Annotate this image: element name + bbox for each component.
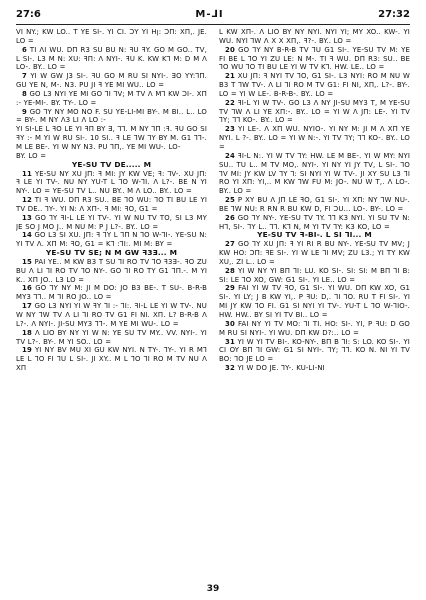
verse-text: YI W GW J3 SI-. ꟻU GO M RU SI NYI-. ƎO YY:ꞀП. GU YE N, M-. N3. PU JI ꟻ YE MI WU.. LO = xyxy=(16,72,207,90)
verse-number: 21 xyxy=(225,72,235,81)
verse-text: Ʌ LIO BY NY YI W N: YE SU TV MY.. VV. NYI-. YI TV L?-. BY-. M YI SO.. LO = xyxy=(16,328,207,346)
verse-paragraph xyxy=(219,46,410,73)
verse-text: YE-SU NY XU JΠ: ꟻ MI: JY KW VE; ꟻ: ꞀV-. XU JΠ: ꟻ LE YI TV-. NU NY YU-T L ꞀO W-ꞀI. Ʌ L?-. BE N YI NY-. LO = YE-SU TV L.. NU BY.. M Ʌ LO.. BY.. LO = xyxy=(16,169,207,196)
verse-paragraph xyxy=(219,72,410,99)
verse-paragraph xyxy=(219,338,410,365)
verse-number: 6 xyxy=(22,45,27,54)
verse-text: YI W NY YI BΠ ꞀI: LU. KO SI-. SI: SI: M BΠ ꞀI B: SI: LE ꞀO XO, GW: G1 SI-. YI LE.. LO = xyxy=(219,266,410,284)
verse-number: 23 xyxy=(225,125,235,134)
verse-paragraph xyxy=(16,302,207,329)
verse-number: 26 xyxy=(225,213,235,222)
verse-text: ꟻI-L YI W TV-. GO L3 Ʌ NY JI-SU MY3 T, M YE-SU TV ꞀW Ʌ LI YE XΠ:-. BY.. LO = YI W Ʌ JΠ: LE-. YI TV ꞀY; ꞀꞀ KO-. BY.. LO = xyxy=(219,98,410,125)
verse-text: TI ꟻ WU. DΠ R3 SU.. BE ꞀO WU: ꞀO TI BU LE YI TV DE.. ꞀY-. YI N: Ʌ XΠ-. ꟻ MI: ꟻO, G1 = xyxy=(16,196,207,213)
verse-paragraph xyxy=(219,240,410,267)
verse-number: 18 xyxy=(22,328,32,337)
verse-text: VI NY.; KW LO.. T YE SI-. YI CI. ƆY YI Hꞁ: ƆΠ: XΠ,. JE. LO = xyxy=(16,28,207,45)
verse-number: 28 xyxy=(225,266,235,275)
verse-text: XU JΠ: ꟻ NYI TV ꞀO, G1 SI-. L3 NYI: RO M NU W B3 T ꞀW TV-. Ʌ LI ꞀI RO M TV G1: FI NI, XΠ,. L?-. BY-. LO = YI W LE-. B-R-B-. BY.. LO = xyxy=(219,72,410,98)
verse-text: TI ɅI WU. DП R3 SU BU N: ꟻU ꟻY. GO M GO.. TV, L SI-. L3 M N: XU: ꟻП: Ʌ NYI-. ꟻU K. KW KꞀ M: D M Ʌ LO-. BY.. LO = xyxy=(16,45,207,72)
section-heading: YE-SU TV DE..... M xyxy=(71,159,152,169)
verse-continuation xyxy=(16,125,207,152)
section-heading: YE-SU TV ꟻ-BI-. L SI ꞀI... M xyxy=(257,230,372,240)
verse-number: 17 xyxy=(22,302,32,311)
verse-paragraph xyxy=(16,170,207,197)
verse-paragraph xyxy=(16,284,207,302)
verse-continuation xyxy=(16,28,207,46)
chapter-verse-start: 27:6 xyxy=(16,8,41,20)
verse-paragraph xyxy=(16,72,207,90)
header-rule xyxy=(16,24,410,25)
verse-continuation xyxy=(219,28,410,46)
verse-paragraph xyxy=(219,284,410,319)
verse-text: GO ꞀY NY B-R-B TV ꞀU G1 SI-. YE-SU TV M: YE FI BE L ꞀO YI ZU LE: N M-. TI ꟻ WU. DΠ R3: SU.. BE ꞀO WU ꞀO TI BU LE YI W TV KꞀ. HW. LE.. LO = xyxy=(219,45,410,72)
verse-number: 24 xyxy=(225,151,235,160)
verse-paragraph xyxy=(16,258,207,285)
verse-text: GO ꞀY NY-. YE-SU TV ꞀY. ꞀꞀ K3 NYI. YI SU TV N: HꞀ, SI-. ꞀY L.. ꞀꞀ. KꞀ N, M YI TV ꞀY: K3 KO, LO = xyxy=(219,213,410,231)
verse-number: 8 xyxy=(22,89,27,98)
verse-paragraph xyxy=(16,346,207,373)
verse-number: 16 xyxy=(22,284,32,293)
book-title: M-⅃I xyxy=(195,8,224,20)
verse-text: GO L3 NYI YE MI GO ꞀI ꞀV; M TV Ʌ MꞀ KW ƆI-. XΠ :- YE-MI-. BY. TY-. LO = xyxy=(16,89,207,107)
verse-paragraph xyxy=(16,46,207,73)
verse-paragraph xyxy=(219,364,410,373)
verse-paragraph xyxy=(219,125,410,152)
verse-number: 12 xyxy=(22,196,32,205)
verse-number: 32 xyxy=(225,364,235,373)
verse-text: P XY BU Ʌ JΠ LE ꟻO, G1 SI-. YI XΠ: NY ꞀW NU-. BE ꞀW NU: R RN R BU KW D, FI ƆU... LO-. BY-. LO = xyxy=(219,196,410,213)
verse-text: GO L3 NYI YI W ꟻY ꞀI :- ꞀI:. ꟻI-L LE YI W TV-. NU W NY ꞀW TV Ʌ LI ꞀI RO TV G1 FI NI. XΠ. L? B-R-B Ʌ L?-. Ʌ NYI-. JI-SU MY3 ꞀꞀ-. M YE MI WU-. LO = xyxy=(16,302,207,328)
verse-text: FAI NY YI TV MO: ꞀI TI. HO: SI-. YI, P ꟻU: D GO M RU SI NYI-. YI WU. DΠ KW D?:.. LO = xyxy=(219,319,410,337)
verse-text: YI W DO JE. ꞀY-. KU-LI-NI xyxy=(237,364,325,373)
verse-number: 30 xyxy=(225,319,235,328)
verse-number: 20 xyxy=(225,45,235,54)
verse-paragraph xyxy=(16,196,207,214)
left-column xyxy=(16,28,207,556)
verse-text: YI NY BV MU XI GU KW NYI. N TY-. ꞀY-. YI R MꞀ LE L ꞀO FI ꞀU L SI-. JI XY.. M L ꞀO ꞀI RO M TV NU Ʌ XΠ xyxy=(16,346,207,373)
verse-number: 19 xyxy=(22,346,32,355)
verse-paragraph xyxy=(219,196,410,214)
verse-paragraph xyxy=(16,214,207,232)
verse-text: YI SI-LE L ꟻO LE YI ꟻП BY Ǝ, ꞀꞀ. M NY ꞀП :ꟻ. ꟻU GO SI ꟻY :- M YI W RU SI-. 10 SI.. ꟻ LE ꞀW ꞀY BY M. G1 ꞀꞀ-. M LE BE-. YI W NY N3. PU ꞀП,. YE MI WU-. LO- xyxy=(16,125,207,151)
verse-number: 13 xyxy=(22,213,32,222)
verse-number: 31 xyxy=(225,337,235,346)
verse-text: FAI YI W TV ꟻO, G1 SI-. YI WU. DΠ KW XO, G1 SI-. YI LY; J B KW YI,. P ꟻU: D,. ꞀI ꞀO. RU T FI SI-. YI MI JY KW ꞀO FI. G1 SI NYI YI TV-. YU-T L ꞀO W-ꞀIO-. HW. HW.. BY SI YI TV BI.. LO = xyxy=(219,284,410,319)
verse-number: 11 xyxy=(22,169,32,178)
text-columns xyxy=(16,28,410,556)
verse-paragraph xyxy=(16,231,207,249)
page-header xyxy=(16,6,410,22)
verse-paragraph xyxy=(219,267,410,285)
section-heading: YE-SU TV SE; N M GW ꟻ3Ǝ... M xyxy=(45,248,178,258)
verse-number: 27 xyxy=(225,240,235,249)
verse-number: 7 xyxy=(22,72,27,81)
verse-text: YI W YI TV BI-. KO-NY-. BΠ B ꞀI: S: LO. KO SI-. YI CI OY BΠ ꞀI GW: G1 SI NYI-. ꞀY; ꞀꞀ. KO N. NI YI TV BO: ꞀO JE LO = xyxy=(219,337,410,364)
verse-paragraph xyxy=(16,108,207,126)
verse-text: GO L3 SI XU. JΠ: ꟻ ꞀY L ꞀП N ꞀO W-ꞀI-. YE-SU N: YI TV Ʌ. XΠ M: ꟻO, G1 = KꞀ :ꞀI:. MI M: BY = xyxy=(16,231,207,249)
verse-number: 25 xyxy=(225,196,235,205)
verse-paragraph xyxy=(219,152,410,196)
verse-number: 29 xyxy=(225,284,235,293)
verse-text: YI LE-. Ʌ XΠ WU. NYIO-. YI NY M: JI M Ʌ XΠ YE NYI. L ?-. BY.. LO = YI W N:-. YI TV ꞀY; ꞀꞀ KO-. BY.. LO = xyxy=(219,125,410,151)
verse-paragraph xyxy=(16,329,207,347)
verse-text: BY. LO = xyxy=(16,151,47,160)
chapter-verse-end: 27:32 xyxy=(378,8,410,20)
verse-text: L KW XΠ-. Ʌ LIO BY NY NYI. NYI YI; MY XO.. KW-. YI WU. NYI ꞀW Ʌ X X XΠ,. ꟻ?-. BY.. LO = xyxy=(219,28,410,45)
verse-text: ꟻI-L N:. YI W TV ꞀY: HW. LE M BE-. YI W MY: NYI SU.. TU L.. M TV MO,. NYI-. YI NY YI JY TV, L SI-. ꞀO ꞀV MI: JY KW LV ꞀY Ꞁ: SI NYI YI W TV-. JI XY SU L3 ꞀI RO YI XΠ: YI,.. M KW ꞀW FU M: JO-. NU W T,. Ʌ LO-. BY.. LO = xyxy=(219,151,410,196)
verse-paragraph xyxy=(219,320,410,338)
page-number: 39 xyxy=(206,584,220,594)
verse-paragraph xyxy=(16,90,207,108)
verse-paragraph xyxy=(219,214,410,232)
verse-text: GO ꞀY ꟻI-L LE YI TV-. YI W NU TV TO, SI L3 MY JE SO J MO J.. M NU M: P J L?-. BY.. LO = xyxy=(16,213,207,231)
verse-text: GO ꞀY NY M: JI M DO: JO B3 BE-. T SU-. B-R-B MY3 ꞀꞀ.. M ꞀI RO JO.. LO = xyxy=(16,284,207,302)
verse-number: 15 xyxy=(22,257,32,266)
verse-paragraph xyxy=(219,99,410,126)
verse-number: 9 xyxy=(22,107,27,116)
right-column xyxy=(219,28,410,556)
verse-number: 14 xyxy=(22,231,32,240)
verse-text: GO ꞀY NY MO NO F. SU YE-LI-MI BY-. M BI.. L.. LO = BY-. M NY Ʌ3 LI Ʌ LO :- xyxy=(16,107,207,125)
verse-text: PAI YE.. M KW B3 T SU ꞀI RO TV ꞀO ꟻ3Ǝ-. ꟻO ZU BU Ʌ LI ꞀI RO TV ꞀO NY-. GO ꞀI RO TY G1 ꞀП.-. M YI K.. XΠ JO.. L3 LO = xyxy=(16,257,207,284)
verse-text: GO ꞀY XU JΠ: ꟻ YI RI R BU NY-. YE-SU TV MV; J KW HO: ƆΠ: ꟻE SI-. YI W LE ꞀI MV; ZU L3.; YI TY KW XU,. ZI L.. LO = xyxy=(219,240,410,266)
verse-number: 22 xyxy=(225,98,235,107)
